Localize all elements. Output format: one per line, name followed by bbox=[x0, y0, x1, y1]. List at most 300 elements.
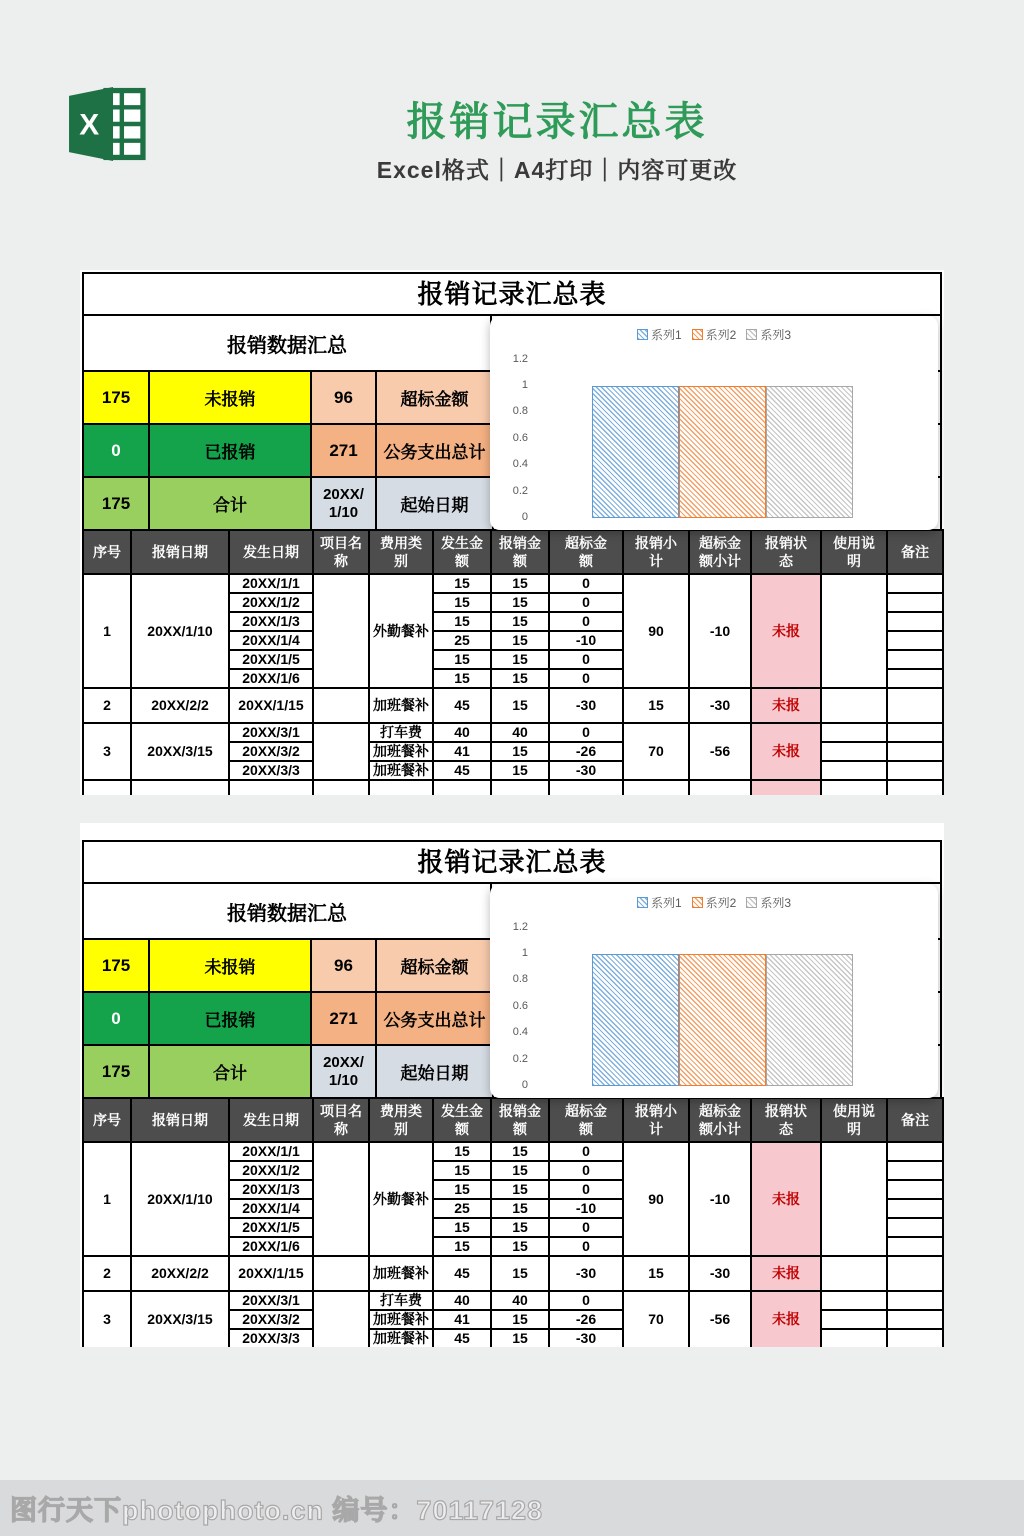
reimburse-amount-cell: 15 bbox=[491, 631, 549, 650]
remark-cell bbox=[887, 593, 943, 612]
empty-cell bbox=[433, 780, 491, 795]
legend-swatch-icon bbox=[746, 329, 757, 340]
excess-amount-cell: 0 bbox=[549, 1237, 623, 1256]
project-name-cell bbox=[313, 688, 369, 723]
column-header-label: 序号 bbox=[93, 1112, 121, 1128]
summary-label-cell: 未报销 bbox=[150, 940, 312, 991]
usage-note-cell bbox=[821, 688, 887, 723]
column-header-label: 超标金额小计 bbox=[698, 534, 741, 569]
amount-cell: 15 bbox=[433, 1142, 491, 1161]
project-name-cell bbox=[313, 574, 369, 688]
legend-item bbox=[692, 894, 737, 911]
amount-cell: 45 bbox=[433, 1256, 491, 1291]
amount-cell: 15 bbox=[433, 1180, 491, 1199]
occur-date-cell: 20XX/3/3 bbox=[229, 761, 313, 780]
occur-date-cell: 20XX/1/1 bbox=[229, 1142, 313, 1161]
occur-date-cell: 20XX/3/2 bbox=[229, 1310, 313, 1329]
column-header-label: 发生金额 bbox=[440, 534, 483, 569]
remark-cell bbox=[887, 669, 943, 688]
summary-value-cell: 96 bbox=[312, 372, 377, 423]
remark-cell bbox=[887, 574, 943, 593]
occur-date-cell: 20XX/3/1 bbox=[229, 723, 313, 742]
remark-cell bbox=[887, 688, 943, 723]
column-header-label: 发生金额 bbox=[440, 1102, 483, 1137]
watermark-bar bbox=[0, 1480, 1024, 1536]
legend-swatch-icon bbox=[692, 329, 703, 340]
empty-cell bbox=[369, 780, 433, 795]
remark-cell bbox=[887, 650, 943, 669]
occur-date-cell: 20XX/1/3 bbox=[229, 1180, 313, 1199]
usage-note-cell bbox=[821, 1329, 887, 1347]
reimburse-amount-cell: 15 bbox=[491, 1256, 549, 1291]
column-header-label: 超标金额小计 bbox=[698, 1102, 741, 1137]
usage-note-cell bbox=[821, 761, 887, 780]
chart-legend bbox=[490, 894, 938, 911]
empty-cell bbox=[751, 780, 821, 795]
excess-amount-cell: -10 bbox=[549, 1199, 623, 1218]
column-header-label: 报销金额 bbox=[498, 534, 541, 569]
reimburse-amount-cell: 15 bbox=[491, 742, 549, 761]
column-header bbox=[313, 530, 369, 574]
excess-amount-cell: -30 bbox=[549, 761, 623, 780]
excess-amount-cell: 0 bbox=[549, 723, 623, 742]
summary-value-cell: 175 bbox=[84, 478, 150, 529]
column-header bbox=[131, 1098, 229, 1142]
occur-date-cell: 20XX/1/15 bbox=[229, 688, 313, 723]
occur-date-cell: 20XX/1/15 bbox=[229, 1256, 313, 1291]
chart-bar-series2 bbox=[679, 386, 766, 518]
seq-cell: 1 bbox=[83, 1142, 131, 1256]
empty-cell bbox=[229, 780, 313, 795]
expense-table bbox=[82, 529, 944, 795]
reimburse-amount-cell: 15 bbox=[491, 1310, 549, 1329]
column-header-label: 发生日期 bbox=[243, 544, 299, 560]
chart-plot-area bbox=[490, 316, 938, 530]
remark-cell bbox=[887, 761, 943, 780]
column-header bbox=[623, 1098, 689, 1142]
remark-cell bbox=[887, 612, 943, 631]
excess-amount-cell: 0 bbox=[549, 1291, 623, 1310]
legend-label: 系列2 bbox=[705, 896, 737, 910]
excess-amount-cell: 0 bbox=[549, 593, 623, 612]
reimburse-subtotal-cell: 90 bbox=[623, 574, 689, 688]
claim-date-cell: 20XX/1/10 bbox=[131, 574, 229, 688]
occur-date-cell: 20XX/3/3 bbox=[229, 1329, 313, 1347]
column-header-label: 报销日期 bbox=[152, 544, 208, 560]
status-cell: 未报 bbox=[751, 688, 821, 723]
empty-row bbox=[83, 780, 943, 795]
amount-cell: 15 bbox=[433, 669, 491, 688]
summary-value-cell: 0 bbox=[84, 993, 150, 1044]
summary-label-cell: 合计 bbox=[150, 1046, 312, 1097]
category-cell: 打车费 bbox=[369, 1291, 433, 1310]
summary-label-cell: 起始日期 bbox=[377, 478, 494, 529]
occur-date-cell: 20XX/1/1 bbox=[229, 574, 313, 593]
summary-section-title: 报销数据汇总 bbox=[84, 316, 492, 370]
column-header bbox=[689, 530, 751, 574]
column-header-label: 使用说明 bbox=[832, 1102, 875, 1137]
summary-label-cell: 未报销 bbox=[150, 372, 312, 423]
reimburse-subtotal-cell: 90 bbox=[623, 1142, 689, 1256]
reimburse-amount-cell: 15 bbox=[491, 1218, 549, 1237]
amount-cell: 15 bbox=[433, 574, 491, 593]
excess-subtotal-cell: -10 bbox=[689, 574, 751, 688]
watermark-text: 图行天下photophoto.cn 编号：70117128 bbox=[10, 1495, 544, 1526]
axis-tick-label: 0.4 bbox=[512, 458, 528, 471]
summary-label-cell: 已报销 bbox=[150, 993, 312, 1044]
legend-swatch-icon bbox=[637, 329, 648, 340]
reimburse-subtotal-cell: 15 bbox=[623, 1256, 689, 1291]
summary-value-cell: 96 bbox=[312, 940, 377, 991]
remark-cell bbox=[887, 1199, 943, 1218]
project-name-cell bbox=[313, 1291, 369, 1347]
excess-subtotal-cell: -30 bbox=[689, 1256, 751, 1291]
legend-swatch-icon bbox=[637, 897, 648, 908]
column-header bbox=[229, 530, 313, 574]
column-header-label: 发生日期 bbox=[243, 1112, 299, 1128]
column-header bbox=[821, 530, 887, 574]
column-header-label: 费用类别 bbox=[379, 1102, 422, 1137]
summary-label-cell: 公务支出总计 bbox=[377, 993, 494, 1044]
status-cell: 未报 bbox=[751, 574, 821, 688]
category-cell: 外勤餐补 bbox=[369, 1142, 433, 1256]
column-header-row bbox=[83, 530, 943, 574]
project-name-cell bbox=[313, 1256, 369, 1291]
occur-date-cell: 20XX/1/6 bbox=[229, 1237, 313, 1256]
amount-cell: 15 bbox=[433, 612, 491, 631]
category-cell: 加班餐补 bbox=[369, 1310, 433, 1329]
column-header-row bbox=[83, 1098, 943, 1142]
seq-cell: 1 bbox=[83, 574, 131, 688]
claim-date-cell: 20XX/3/15 bbox=[131, 723, 229, 780]
reimburse-amount-cell: 15 bbox=[491, 650, 549, 669]
status-cell: 未报 bbox=[751, 1291, 821, 1347]
usage-note-cell bbox=[821, 1291, 887, 1310]
column-header bbox=[689, 1098, 751, 1142]
page-subtitle: Excel格式｜A4打印｜内容可更改 bbox=[376, 157, 738, 183]
usage-note-cell bbox=[821, 723, 887, 742]
sheet-title: 报销记录汇总表 bbox=[84, 842, 940, 884]
claim-date-cell: 20XX/2/2 bbox=[131, 688, 229, 723]
axis-tick-label: 1 bbox=[521, 947, 528, 959]
amount-cell: 15 bbox=[433, 1218, 491, 1237]
axis-tick-label: 0.2 bbox=[512, 484, 528, 497]
column-header-label: 报销金额 bbox=[498, 1102, 541, 1137]
reimburse-amount-cell: 15 bbox=[491, 1237, 549, 1256]
expense-row bbox=[83, 1142, 943, 1161]
empty-cell bbox=[623, 780, 689, 795]
seq-cell: 2 bbox=[83, 688, 131, 723]
chart-bar-series3 bbox=[766, 954, 853, 1086]
column-header bbox=[887, 530, 943, 574]
claim-date-cell: 20XX/3/15 bbox=[131, 1291, 229, 1347]
amount-cell: 25 bbox=[433, 1199, 491, 1218]
excess-subtotal-cell: -56 bbox=[689, 1291, 751, 1347]
status-cell: 未报 bbox=[751, 1142, 821, 1256]
excess-amount-cell: 0 bbox=[549, 612, 623, 631]
column-header bbox=[83, 530, 131, 574]
column-header bbox=[83, 1098, 131, 1142]
summary-value-cell: 175 bbox=[84, 940, 150, 991]
chart-bar-series1 bbox=[592, 386, 679, 518]
occur-date-cell: 20XX/1/5 bbox=[229, 650, 313, 669]
column-header bbox=[313, 1098, 369, 1142]
amount-cell: 15 bbox=[433, 1161, 491, 1180]
excess-subtotal-cell: -30 bbox=[689, 688, 751, 723]
status-cell: 未报 bbox=[751, 723, 821, 780]
occur-date-cell: 20XX/3/1 bbox=[229, 1291, 313, 1310]
empty-cell bbox=[83, 780, 131, 795]
summary-label-cell: 合计 bbox=[150, 478, 312, 529]
excess-amount-cell: 0 bbox=[549, 650, 623, 669]
category-cell: 加班餐补 bbox=[369, 1256, 433, 1291]
legend-item bbox=[637, 894, 682, 911]
status-cell: 未报 bbox=[751, 1256, 821, 1291]
legend-label: 系列1 bbox=[650, 896, 682, 910]
chart-plot-area bbox=[490, 884, 938, 1098]
reimburse-amount-cell: 15 bbox=[491, 612, 549, 631]
amount-cell: 41 bbox=[433, 1310, 491, 1329]
reimburse-amount-cell: 15 bbox=[491, 1142, 549, 1161]
occur-date-cell: 20XX/3/2 bbox=[229, 742, 313, 761]
amount-cell: 40 bbox=[433, 1291, 491, 1310]
legend-item bbox=[746, 326, 791, 343]
project-name-cell bbox=[313, 723, 369, 780]
remark-cell bbox=[887, 1310, 943, 1329]
column-header-label: 超标金额 bbox=[564, 534, 607, 569]
axis-tick-label: 0.8 bbox=[512, 405, 528, 418]
axis-tick-label: 1 bbox=[521, 379, 528, 391]
column-header bbox=[549, 1098, 623, 1142]
summary-value-cell: 20XX/1/10 bbox=[312, 1046, 377, 1097]
claim-date-cell: 20XX/2/2 bbox=[131, 1256, 229, 1291]
svg-text:X: X bbox=[79, 108, 100, 142]
empty-cell bbox=[549, 780, 623, 795]
summary-label-cell: 超标金额 bbox=[377, 372, 494, 423]
reimburse-amount-cell: 15 bbox=[491, 1199, 549, 1218]
occur-date-cell: 20XX/1/6 bbox=[229, 669, 313, 688]
reimburse-amount-cell: 15 bbox=[491, 669, 549, 688]
column-header bbox=[549, 530, 623, 574]
occur-date-cell: 20XX/1/5 bbox=[229, 1218, 313, 1237]
reimbursement-sheet bbox=[82, 272, 942, 795]
legend-label: 系列2 bbox=[705, 328, 737, 342]
column-header-label: 备注 bbox=[901, 544, 929, 560]
usage-note-cell bbox=[821, 1256, 887, 1291]
remark-cell bbox=[887, 1161, 943, 1180]
excess-amount-cell: -30 bbox=[549, 1329, 623, 1347]
excess-amount-cell: -26 bbox=[549, 1310, 623, 1329]
chart-bar-series3 bbox=[766, 386, 853, 518]
reimburse-amount-cell: 40 bbox=[491, 1291, 549, 1310]
category-cell: 加班餐补 bbox=[369, 742, 433, 761]
excess-amount-cell: 0 bbox=[549, 574, 623, 593]
category-cell: 加班餐补 bbox=[369, 1329, 433, 1347]
remark-cell bbox=[887, 742, 943, 761]
occur-date-cell: 20XX/1/2 bbox=[229, 1161, 313, 1180]
category-cell: 加班餐补 bbox=[369, 761, 433, 780]
reimburse-amount-cell: 15 bbox=[491, 574, 549, 593]
usage-note-cell bbox=[821, 742, 887, 761]
excess-amount-cell: 0 bbox=[549, 669, 623, 688]
column-header-label: 项目名称 bbox=[319, 534, 362, 569]
reimbursement-sheet bbox=[82, 840, 942, 1347]
usage-note-cell bbox=[821, 1310, 887, 1329]
summary-value-cell: 0 bbox=[84, 425, 150, 476]
occur-date-cell: 20XX/1/4 bbox=[229, 1199, 313, 1218]
amount-cell: 41 bbox=[433, 742, 491, 761]
expense-row bbox=[83, 688, 943, 723]
axis-tick-label: 1.2 bbox=[512, 920, 528, 933]
occur-date-cell: 20XX/1/2 bbox=[229, 593, 313, 612]
bar-chart bbox=[490, 316, 938, 530]
column-header-label: 报销状态 bbox=[764, 1102, 807, 1137]
legend-item bbox=[637, 326, 682, 343]
empty-cell bbox=[313, 780, 369, 795]
occur-date-cell: 20XX/1/3 bbox=[229, 612, 313, 631]
amount-cell: 15 bbox=[433, 593, 491, 612]
column-header-label: 备注 bbox=[901, 1112, 929, 1128]
legend-label: 系列3 bbox=[760, 896, 792, 910]
axis-tick-label: 0 bbox=[521, 1079, 528, 1091]
column-header bbox=[229, 1098, 313, 1142]
reimburse-subtotal-cell: 70 bbox=[623, 723, 689, 780]
column-header-label: 报销状态 bbox=[764, 534, 807, 569]
remark-cell bbox=[887, 1329, 943, 1347]
column-header bbox=[751, 530, 821, 574]
reimburse-amount-cell: 15 bbox=[491, 1161, 549, 1180]
summary-value-cell: 175 bbox=[84, 1046, 150, 1097]
remark-cell bbox=[887, 1237, 943, 1256]
chart-bar-series1 bbox=[592, 954, 679, 1086]
page-title: 报销记录汇总表 bbox=[406, 100, 708, 144]
column-header bbox=[491, 1098, 549, 1142]
column-header-label: 序号 bbox=[93, 544, 121, 560]
column-header bbox=[623, 530, 689, 574]
expense-table bbox=[82, 1097, 944, 1347]
remark-cell bbox=[887, 1180, 943, 1199]
reimburse-amount-cell: 15 bbox=[491, 688, 549, 723]
seq-cell: 3 bbox=[83, 723, 131, 780]
reimburse-amount-cell: 15 bbox=[491, 1329, 549, 1347]
expense-row bbox=[83, 1256, 943, 1291]
remark-cell bbox=[887, 1256, 943, 1291]
reimburse-amount-cell: 15 bbox=[491, 761, 549, 780]
amount-cell: 45 bbox=[433, 1329, 491, 1347]
reimburse-amount-cell: 15 bbox=[491, 1180, 549, 1199]
axis-tick-label: 0.6 bbox=[512, 431, 528, 444]
occur-date-cell: 20XX/1/4 bbox=[229, 631, 313, 650]
chart-bar-series2 bbox=[679, 954, 766, 1086]
remark-cell bbox=[887, 631, 943, 650]
chart-legend bbox=[490, 326, 938, 343]
summary-value-cell: 175 bbox=[84, 372, 150, 423]
empty-cell bbox=[491, 780, 549, 795]
amount-cell: 45 bbox=[433, 688, 491, 723]
amount-cell: 45 bbox=[433, 761, 491, 780]
excess-amount-cell: 0 bbox=[549, 1180, 623, 1199]
summary-label-cell: 公务支出总计 bbox=[377, 425, 494, 476]
axis-tick-label: 0.2 bbox=[512, 1052, 528, 1065]
legend-swatch-icon bbox=[746, 897, 757, 908]
legend-item bbox=[692, 326, 737, 343]
project-name-cell bbox=[313, 1142, 369, 1256]
column-header bbox=[751, 1098, 821, 1142]
excess-amount-cell: 0 bbox=[549, 1161, 623, 1180]
summary-label-cell: 已报销 bbox=[150, 425, 312, 476]
seq-cell: 3 bbox=[83, 1291, 131, 1347]
legend-item bbox=[746, 894, 791, 911]
axis-tick-label: 0.6 bbox=[512, 999, 528, 1012]
excess-amount-cell: -30 bbox=[549, 688, 623, 723]
excess-subtotal-cell: -56 bbox=[689, 723, 751, 780]
excess-amount-cell: 0 bbox=[549, 1142, 623, 1161]
usage-note-cell bbox=[821, 574, 887, 688]
usage-note-cell bbox=[821, 1142, 887, 1256]
axis-tick-label: 0.8 bbox=[512, 973, 528, 986]
column-header-label: 报销小计 bbox=[634, 1102, 677, 1137]
expense-row bbox=[83, 574, 943, 593]
summary-section-title: 报销数据汇总 bbox=[84, 884, 492, 938]
excess-amount-cell: -30 bbox=[549, 1256, 623, 1291]
axis-tick-label: 0.4 bbox=[512, 1026, 528, 1039]
remark-cell bbox=[887, 1291, 943, 1310]
category-cell: 加班餐补 bbox=[369, 688, 433, 723]
column-header bbox=[369, 1098, 433, 1142]
expense-row bbox=[83, 1291, 943, 1310]
summary-value-cell: 271 bbox=[312, 993, 377, 1044]
column-header bbox=[433, 530, 491, 574]
column-header bbox=[369, 530, 433, 574]
reimburse-subtotal-cell: 70 bbox=[623, 1291, 689, 1347]
legend-label: 系列3 bbox=[760, 328, 792, 342]
bar-chart bbox=[490, 884, 938, 1098]
excess-subtotal-cell: -10 bbox=[689, 1142, 751, 1256]
seq-cell: 2 bbox=[83, 1256, 131, 1291]
column-header-label: 报销小计 bbox=[634, 534, 677, 569]
claim-date-cell: 20XX/1/10 bbox=[131, 1142, 229, 1256]
legend-label: 系列1 bbox=[650, 328, 682, 342]
remark-cell bbox=[887, 723, 943, 742]
amount-cell: 15 bbox=[433, 1237, 491, 1256]
remark-cell bbox=[887, 1218, 943, 1237]
summary-value-cell: 20XX/1/10 bbox=[312, 478, 377, 529]
axis-tick-label: 0 bbox=[521, 511, 528, 523]
column-header bbox=[491, 530, 549, 574]
sheet-preview-panel-2 bbox=[80, 823, 944, 1347]
column-header-label: 费用类别 bbox=[379, 534, 422, 569]
empty-cell bbox=[887, 780, 943, 795]
reimburse-amount-cell: 40 bbox=[491, 723, 549, 742]
summary-label-cell: 超标金额 bbox=[377, 940, 494, 991]
column-header-label: 报销日期 bbox=[152, 1112, 208, 1128]
sheet-title: 报销记录汇总表 bbox=[84, 274, 940, 316]
reimburse-subtotal-cell: 15 bbox=[623, 688, 689, 723]
column-header bbox=[887, 1098, 943, 1142]
category-cell: 打车费 bbox=[369, 723, 433, 742]
remark-cell bbox=[887, 1142, 943, 1161]
excess-amount-cell: 0 bbox=[549, 1218, 623, 1237]
amount-cell: 40 bbox=[433, 723, 491, 742]
legend-swatch-icon bbox=[692, 897, 703, 908]
column-header bbox=[821, 1098, 887, 1142]
column-header bbox=[433, 1098, 491, 1142]
sheet-preview-panel-1 bbox=[80, 270, 944, 795]
summary-value-cell: 271 bbox=[312, 425, 377, 476]
column-header-label: 超标金额 bbox=[564, 1102, 607, 1137]
summary-label-cell: 起始日期 bbox=[377, 1046, 494, 1097]
amount-cell: 15 bbox=[433, 650, 491, 669]
